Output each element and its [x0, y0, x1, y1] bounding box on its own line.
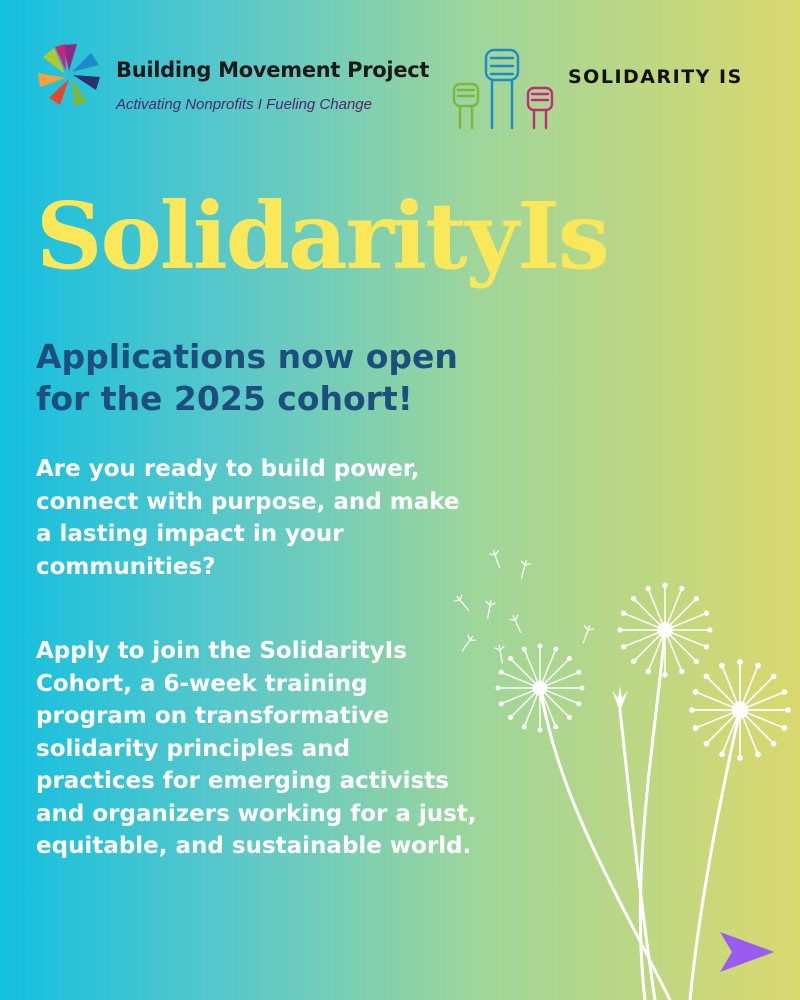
raised-fists-icon: [450, 44, 558, 130]
intro-line: a lasting impact in your: [36, 521, 344, 547]
apply-line: Cohort, a 6-week training: [36, 670, 368, 697]
subheadline-line: for the 2025 cohort!: [36, 379, 413, 418]
apply-line: equitable, and sustainable world.: [36, 833, 472, 859]
apply-line: solidarity principles and: [36, 735, 351, 762]
bmp-logo-tagline: Activating Nonprofits I Fueling Change: [116, 96, 372, 113]
apply-line: Apply to join the SolidarityIs: [36, 638, 407, 664]
bmp-logo-name: Building Movement Project: [116, 58, 430, 82]
subheadline: [36, 336, 596, 420]
solidarity-is-logo-name: SOLIDARITY IS: [568, 66, 743, 88]
headline: SolidarityIs: [36, 182, 608, 290]
subheadline-line: Applications now open: [36, 337, 458, 376]
apply-line: practices for emerging activists: [36, 768, 449, 794]
pinwheel-logo-icon: [36, 42, 102, 108]
intro-line: Are you ready to build power,: [36, 456, 420, 482]
apply-line: program on transformative: [36, 703, 390, 729]
apply-line: and organizers working for a just,: [36, 800, 477, 827]
intro-line: communities?: [36, 553, 216, 580]
arrow-right-icon[interactable]: [716, 928, 778, 976]
intro-line: connect with purpose, and make: [36, 488, 460, 515]
